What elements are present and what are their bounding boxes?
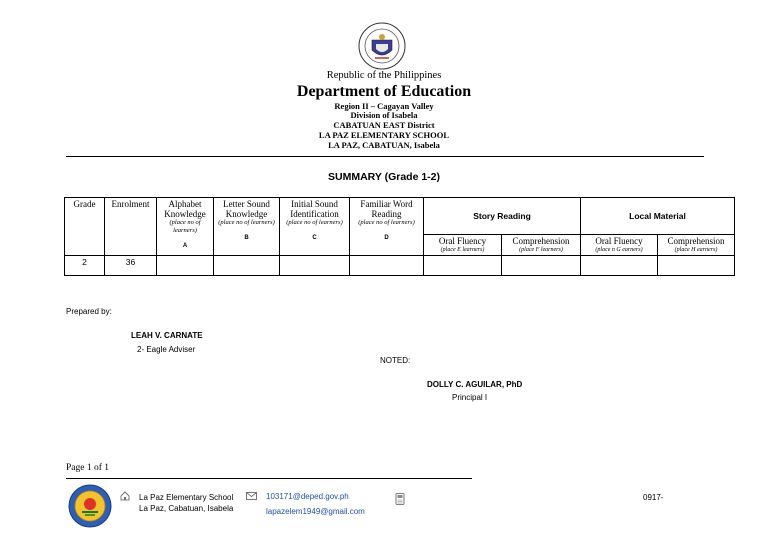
- cell-empty: [157, 256, 214, 276]
- school-name: LA PAZ ELEMENTARY SCHOOL: [318, 130, 450, 140]
- sub-note: (place E learners): [440, 247, 485, 253]
- col-label: Letter Sound Knowledge: [223, 199, 270, 219]
- summary-title: SUMMARY (Grade 1-2): [327, 171, 441, 183]
- table-row: [65, 256, 735, 276]
- noted-label: NOTED:: [380, 356, 411, 365]
- email-link-gmail[interactable]: lapazelem1949@gmail.com: [266, 507, 365, 516]
- cell-empty: [658, 256, 735, 276]
- phone-icon: [395, 493, 405, 505]
- col-header-initial-sound: [280, 198, 350, 256]
- col-header-grade: Grade: [65, 198, 105, 256]
- footer-divider: [66, 478, 472, 479]
- col-note: (place no of learners): [358, 219, 415, 226]
- col-header-enrolment: Enrolment: [105, 198, 157, 256]
- sub-label: Oral Fluency: [438, 236, 487, 246]
- noter-name: DOLLY C. AGUILAR, PhD: [427, 380, 523, 389]
- house-icon: [120, 491, 130, 501]
- noter-role: Principal I: [452, 393, 488, 402]
- subheader-story-oral-fluency: [424, 235, 502, 256]
- email-link-deped[interactable]: 103171@deped.gov.ph: [266, 492, 349, 501]
- footer-school-name: La Paz Elementary School: [139, 493, 234, 502]
- envelope-icon: [246, 492, 257, 500]
- col-label: Initial Sound Identification: [290, 199, 339, 219]
- page-number: Page 1 of 1: [66, 463, 110, 473]
- col-label: Familiar Word Reading: [360, 199, 413, 219]
- subheader-local-oral-fluency: [581, 235, 658, 256]
- summary-table: [64, 197, 735, 276]
- sub-label: Oral Fluency: [595, 236, 643, 246]
- cell-grade: 2: [65, 256, 105, 276]
- republic-line: Republic of the Philippines: [326, 70, 442, 81]
- col-note: (place no of learners): [286, 219, 343, 226]
- sub-note: (place H earners): [674, 247, 718, 253]
- col-letter: D: [384, 235, 389, 241]
- cell-empty: [214, 256, 280, 276]
- group-header-local-material: Local Material: [581, 198, 735, 235]
- school-logo: [68, 484, 112, 528]
- header-divider: [66, 156, 704, 157]
- preparer-name: LEAH V. CARNATE: [131, 331, 203, 340]
- prepared-by-label: Prepared by:: [66, 307, 112, 316]
- col-note: (place no of learners): [218, 219, 275, 226]
- cell-empty: [424, 256, 502, 276]
- sub-label: Comprehension: [512, 236, 570, 246]
- col-letter: A: [182, 243, 188, 249]
- group-header-story-reading: Story Reading: [424, 198, 581, 235]
- district-line: CABATUAN EAST District: [333, 120, 435, 130]
- region-line: Region II – Cagayan Valley: [334, 101, 434, 111]
- cell-empty: [350, 256, 424, 276]
- subheader-story-comprehension: [502, 235, 581, 256]
- division-line: Division of Isabela: [350, 110, 418, 120]
- cell-empty: [280, 256, 350, 276]
- cell-empty: [502, 256, 581, 276]
- col-letter: C: [312, 235, 317, 241]
- sub-label: Comprehension: [667, 236, 725, 246]
- cell-empty: [581, 256, 658, 276]
- sub-note: (place n G earners): [595, 247, 643, 253]
- preparer-role: 2- Eagle Adviser: [137, 345, 196, 354]
- col-header-letter-sound: [214, 198, 280, 256]
- deped-seal-logo: [358, 22, 406, 70]
- school-address: LA PAZ, CABATUAN, Isabela: [328, 140, 440, 150]
- col-header-alphabet: [157, 198, 214, 256]
- col-letter: B: [244, 235, 249, 241]
- col-label: Alphabet Knowledge: [164, 199, 206, 219]
- col-note: (place no of learners): [169, 219, 201, 234]
- footer-school-address: La Paz, Cabatuan, Isabela: [139, 504, 234, 513]
- col-header-familiar-word: [350, 198, 424, 256]
- cell-enrolment: 36: [105, 256, 157, 276]
- footer-phone: 0917-: [643, 493, 664, 502]
- department-name: Department of Education: [296, 83, 472, 100]
- subheader-local-comprehension: [658, 235, 735, 256]
- sub-note: (place F learners): [519, 247, 563, 253]
